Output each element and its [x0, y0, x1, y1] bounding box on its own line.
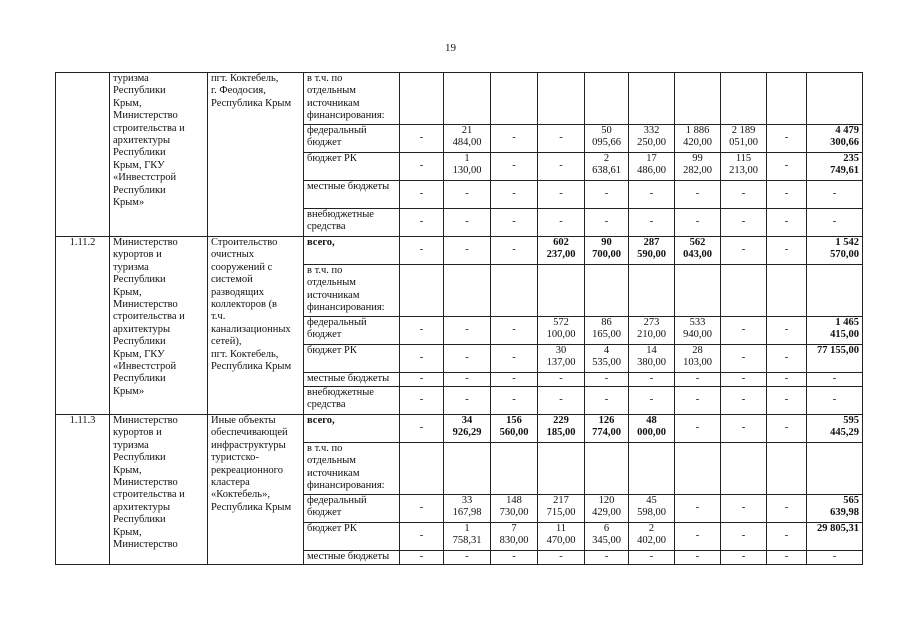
year-value-cell: 21 484,00: [444, 125, 491, 153]
year-value-cell: [585, 443, 629, 495]
total-cell: -: [807, 209, 863, 237]
year-value-cell: 34 926,29: [444, 415, 491, 443]
year-value-cell: [400, 73, 444, 125]
item-index: 1.11.2: [56, 237, 110, 415]
year-value-cell: -: [721, 387, 767, 415]
page-number: 19: [445, 42, 456, 54]
year-value-cell: 30 137,00: [538, 345, 585, 373]
year-value-cell: 28 103,00: [675, 345, 721, 373]
year-value-cell: [444, 265, 491, 317]
year-value-cell: -: [629, 209, 675, 237]
year-value-cell: [721, 443, 767, 495]
year-value-cell: 86 165,00: [585, 317, 629, 345]
year-value-cell: -: [491, 125, 538, 153]
year-value-cell: -: [400, 125, 444, 153]
total-cell: 4 479 300,66: [807, 125, 863, 153]
year-value-cell: -: [400, 209, 444, 237]
year-value-cell: 45 598,00: [629, 495, 675, 523]
year-value-cell: [675, 265, 721, 317]
year-value-cell: -: [400, 317, 444, 345]
year-value-cell: -: [767, 551, 807, 565]
year-value-cell: 217 715,00: [538, 495, 585, 523]
year-value-cell: 6 345,00: [585, 523, 629, 551]
year-value-cell: -: [444, 551, 491, 565]
year-value-cell: -: [721, 415, 767, 443]
total-cell: -: [807, 387, 863, 415]
year-value-cell: -: [767, 153, 807, 181]
year-value-cell: 1 130,00: [444, 153, 491, 181]
funding-source-label: федеральный бюджет: [304, 495, 400, 523]
item-index: 1.11.3: [56, 415, 110, 565]
year-value-cell: -: [767, 387, 807, 415]
year-value-cell: -: [400, 495, 444, 523]
responsible-org: Министерство курортов и туризма Республики Крым, Министерство строительства и архитектуры Республики Крым, ГКУ «Инвестстрой Республики Крым»: [110, 237, 208, 415]
year-value-cell: -: [629, 387, 675, 415]
year-value-cell: -: [767, 125, 807, 153]
year-value-cell: [491, 443, 538, 495]
year-value-cell: -: [444, 373, 491, 387]
year-value-cell: -: [675, 415, 721, 443]
year-value-cell: 50 095,66: [585, 125, 629, 153]
total-cell: -: [807, 551, 863, 565]
year-value-cell: -: [721, 551, 767, 565]
total-cell: 29 805,31: [807, 523, 863, 551]
year-value-cell: [491, 73, 538, 125]
object-name: Иные объекты обеспечивающей инфраструктуры туристско- рекреационного кластера «Коктебель», Республика Крым: [208, 415, 304, 565]
funding-table: [55, 72, 863, 565]
year-value-cell: -: [585, 551, 629, 565]
year-value-cell: -: [400, 373, 444, 387]
year-value-cell: -: [400, 345, 444, 373]
year-value-cell: 332 250,00: [629, 125, 675, 153]
year-value-cell: 11 470,00: [538, 523, 585, 551]
year-value-cell: 156 560,00: [491, 415, 538, 443]
funding-source-label: бюджет РК: [304, 153, 400, 181]
year-value-cell: -: [491, 551, 538, 565]
year-value-cell: -: [444, 387, 491, 415]
year-value-cell: -: [400, 387, 444, 415]
total-cell: [807, 73, 863, 125]
total-cell: [807, 443, 863, 495]
year-value-cell: -: [491, 387, 538, 415]
year-value-cell: -: [767, 237, 807, 265]
year-value-cell: -: [491, 317, 538, 345]
year-value-cell: -: [444, 345, 491, 373]
year-value-cell: -: [444, 317, 491, 345]
year-value-cell: -: [721, 495, 767, 523]
year-value-cell: [400, 443, 444, 495]
year-value-cell: 2 189 051,00: [721, 125, 767, 153]
year-value-cell: 33 167,98: [444, 495, 491, 523]
year-value-cell: -: [767, 317, 807, 345]
funding-source-label: местные бюджеты: [304, 551, 400, 565]
funding-source-label: в т.ч. по отдельным источникам финансирования:: [304, 73, 400, 125]
total-cell: 1 542 570,00: [807, 237, 863, 265]
funding-source-label: всего,: [304, 415, 400, 443]
funding-source-label: в т.ч. по отдельным источникам финансирования:: [304, 265, 400, 317]
year-value-cell: -: [538, 551, 585, 565]
funding-source-label: всего,: [304, 237, 400, 265]
funding-source-label: федеральный бюджет: [304, 125, 400, 153]
year-value-cell: 602 237,00: [538, 237, 585, 265]
year-value-cell: 120 429,00: [585, 495, 629, 523]
year-value-cell: -: [675, 495, 721, 523]
year-value-cell: -: [629, 373, 675, 387]
year-value-cell: [629, 443, 675, 495]
table-row: [56, 415, 863, 443]
total-cell: -: [807, 373, 863, 387]
object-name: пгт. Коктебель, г. Феодосия, Республика Крым: [208, 73, 304, 237]
object-name: Строительство очистных сооружений с системой разводящих коллекторов (в т.ч. канализационных сетей), пгт. Коктебель, Республика Крым: [208, 237, 304, 415]
year-value-cell: -: [491, 209, 538, 237]
year-value-cell: 2 402,00: [629, 523, 675, 551]
table-row: [56, 73, 863, 125]
year-value-cell: [538, 443, 585, 495]
responsible-org: Министерство курортов и туризма Республики Крым, Министерство строительства и архитектуры Республики Крым, Министерство: [110, 415, 208, 565]
year-value-cell: [629, 265, 675, 317]
total-cell: [807, 265, 863, 317]
year-value-cell: [767, 443, 807, 495]
total-cell: 565 639,98: [807, 495, 863, 523]
funding-source-label: внебюджетные средства: [304, 209, 400, 237]
year-value-cell: 572 100,00: [538, 317, 585, 345]
year-value-cell: [538, 265, 585, 317]
table-row: [56, 237, 863, 265]
year-value-cell: 1 886 420,00: [675, 125, 721, 153]
year-value-cell: 14 380,00: [629, 345, 675, 373]
year-value-cell: -: [767, 373, 807, 387]
year-value-cell: 1 758,31: [444, 523, 491, 551]
funding-source-label: бюджет РК: [304, 523, 400, 551]
year-value-cell: -: [721, 373, 767, 387]
year-value-cell: 48 000,00: [629, 415, 675, 443]
year-value-cell: 99 282,00: [675, 153, 721, 181]
year-value-cell: -: [400, 181, 444, 209]
year-value-cell: 229 185,00: [538, 415, 585, 443]
year-value-cell: -: [538, 153, 585, 181]
year-value-cell: -: [767, 415, 807, 443]
total-cell: 595 445,29: [807, 415, 863, 443]
year-value-cell: [444, 443, 491, 495]
year-value-cell: -: [675, 551, 721, 565]
year-value-cell: -: [675, 181, 721, 209]
year-value-cell: -: [767, 181, 807, 209]
year-value-cell: 562 043,00: [675, 237, 721, 265]
year-value-cell: -: [491, 237, 538, 265]
funding-source-label: местные бюджеты: [304, 181, 400, 209]
year-value-cell: -: [721, 317, 767, 345]
total-cell: 77 155,00: [807, 345, 863, 373]
item-index: [56, 73, 110, 237]
year-value-cell: [675, 73, 721, 125]
total-cell: 1 465 415,00: [807, 317, 863, 345]
funding-source-label: федеральный бюджет: [304, 317, 400, 345]
year-value-cell: [400, 265, 444, 317]
year-value-cell: -: [538, 387, 585, 415]
year-value-cell: -: [721, 209, 767, 237]
year-value-cell: 4 535,00: [585, 345, 629, 373]
year-value-cell: -: [585, 181, 629, 209]
year-value-cell: [629, 73, 675, 125]
year-value-cell: [491, 265, 538, 317]
year-value-cell: -: [444, 181, 491, 209]
year-value-cell: [585, 73, 629, 125]
year-value-cell: -: [675, 209, 721, 237]
year-value-cell: -: [721, 523, 767, 551]
year-value-cell: -: [400, 237, 444, 265]
year-value-cell: -: [675, 523, 721, 551]
year-value-cell: [721, 73, 767, 125]
year-value-cell: -: [491, 345, 538, 373]
year-value-cell: 273 210,00: [629, 317, 675, 345]
year-value-cell: -: [721, 237, 767, 265]
year-value-cell: 17 486,00: [629, 153, 675, 181]
year-value-cell: -: [585, 387, 629, 415]
year-value-cell: -: [721, 345, 767, 373]
year-value-cell: -: [585, 209, 629, 237]
total-cell: -: [807, 181, 863, 209]
year-value-cell: -: [767, 495, 807, 523]
year-value-cell: [538, 73, 585, 125]
year-value-cell: -: [767, 523, 807, 551]
year-value-cell: -: [538, 209, 585, 237]
year-value-cell: [444, 73, 491, 125]
year-value-cell: -: [444, 209, 491, 237]
year-value-cell: -: [675, 373, 721, 387]
year-value-cell: 2 638,61: [585, 153, 629, 181]
year-value-cell: -: [585, 373, 629, 387]
year-value-cell: [767, 73, 807, 125]
year-value-cell: -: [538, 373, 585, 387]
year-value-cell: -: [400, 523, 444, 551]
year-value-cell: [767, 265, 807, 317]
year-value-cell: -: [767, 345, 807, 373]
year-value-cell: [585, 265, 629, 317]
year-value-cell: -: [444, 237, 491, 265]
year-value-cell: [675, 443, 721, 495]
year-value-cell: -: [491, 373, 538, 387]
year-value-cell: -: [767, 209, 807, 237]
year-value-cell: 126 774,00: [585, 415, 629, 443]
year-value-cell: -: [629, 181, 675, 209]
funding-source-label: внебюджетные средства: [304, 387, 400, 415]
year-value-cell: 533 940,00: [675, 317, 721, 345]
year-value-cell: -: [491, 153, 538, 181]
year-value-cell: -: [400, 415, 444, 443]
year-value-cell: 115 213,00: [721, 153, 767, 181]
year-value-cell: -: [675, 387, 721, 415]
responsible-org: туризма Республики Крым, Министерство строительства и архитектуры Республики Крым, ГКУ «Инвестстрой Республики Крым»: [110, 73, 208, 237]
year-value-cell: 7 830,00: [491, 523, 538, 551]
year-value-cell: 287 590,00: [629, 237, 675, 265]
year-value-cell: -: [538, 125, 585, 153]
total-cell: 235 749,61: [807, 153, 863, 181]
year-value-cell: -: [538, 181, 585, 209]
year-value-cell: 90 700,00: [585, 237, 629, 265]
year-value-cell: 148 730,00: [491, 495, 538, 523]
funding-source-label: местные бюджеты: [304, 373, 400, 387]
year-value-cell: -: [491, 181, 538, 209]
year-value-cell: -: [721, 181, 767, 209]
funding-source-label: бюджет РК: [304, 345, 400, 373]
year-value-cell: -: [400, 551, 444, 565]
year-value-cell: -: [629, 551, 675, 565]
year-value-cell: -: [400, 153, 444, 181]
funding-source-label: в т.ч. по отдельным источникам финансирования:: [304, 443, 400, 495]
year-value-cell: [721, 265, 767, 317]
